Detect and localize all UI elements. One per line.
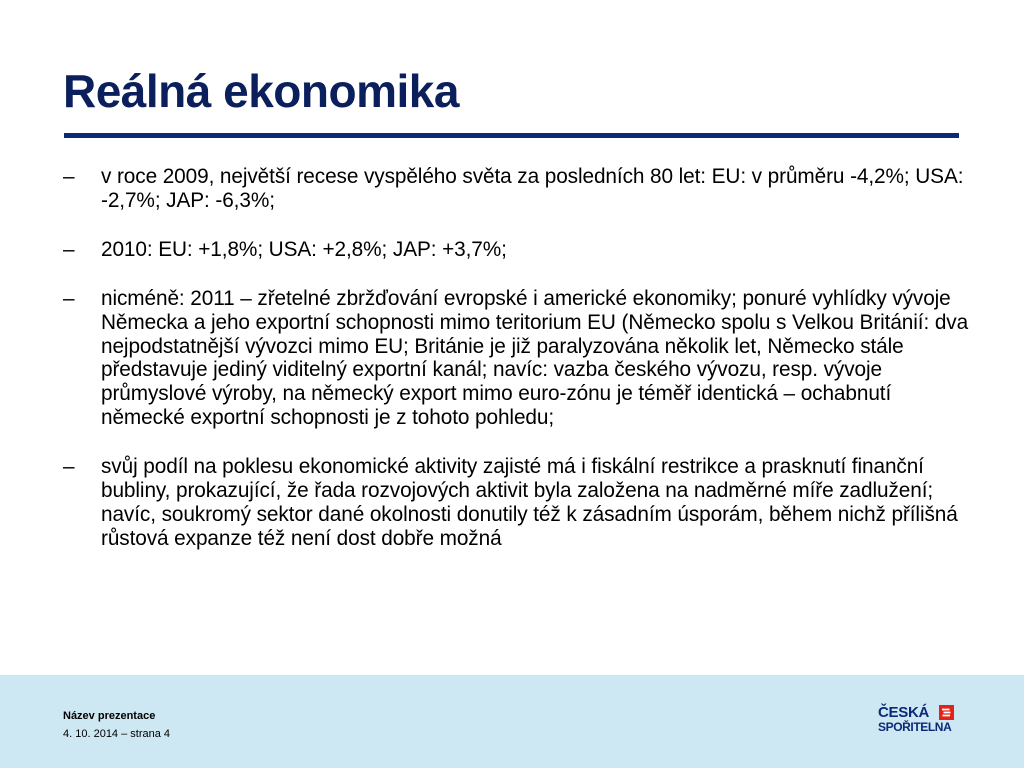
logo-text-line1: ČESKÁ	[878, 704, 930, 721]
ceska-sporitelna-logo	[878, 705, 960, 739]
bullet-text: nicméně: 2011 – zřetelné zbržďování evropské i americké ekonomiky; ponuré vyhlídky vývoje Německa a jeho exportní schopnosti mimo teritorium EU (Německo spolu s Velkou Británií: dva nejpodstatnější vývozci mimo EU; Británie je již paralyzována několik let, Německo stále představuje jediný viditelný exportní kanál; navíc: vazba českého vývozu, resp. vývoje průmyslové výroby, na německý export mimo euro-zónu je téměř identická – ochabnutí německé exportní schopnosti je z tohoto pohledu;	[101, 286, 969, 430]
bullet-dash: –	[63, 165, 75, 188]
bullet-item-1	[63, 165, 971, 213]
logo-text-line2: SPOŘITELNA	[878, 720, 952, 734]
bullet-item-4	[63, 455, 971, 551]
bullet-dash: –	[63, 237, 75, 261]
bullet-text: v roce 2009, největší recese vyspělého světa za posledních 80 let: EU: v průměru -4,2%; USA: -2,7%; JAP: -6,3%;	[101, 165, 964, 212]
date-page-number: 4. 10. 2014 – strana 4	[63, 728, 171, 740]
slide-title: Reálná ekonomika	[63, 65, 459, 117]
cs-logo-mark-icon	[939, 705, 954, 720]
bullet-item-2	[63, 238, 971, 262]
bullet-text: 2010: EU: +1,8%; USA: +2,8%; JAP: +3,7%;	[101, 237, 507, 261]
bullet-dash: –	[63, 455, 75, 479]
footer-band	[0, 675, 1024, 768]
bullet-item-3	[63, 287, 971, 430]
presentation-name: Název prezentace	[63, 710, 156, 722]
bullet-dash: –	[63, 286, 75, 310]
title-underline	[64, 133, 959, 138]
bullet-text: svůj podíl na poklesu ekonomické aktivity zajisté má i fiskální restrikce a prasknutí finanční bubliny, prokazující, že řada rozvojových aktivit byla založena na nadměrné míře zadlužení; navíc, soukromý sektor dané okolnosti donutily též k zásadním úsporám, během nichž přílišná růstová expanze též není dost dobře možná	[101, 455, 958, 550]
bullet-list	[63, 165, 971, 576]
